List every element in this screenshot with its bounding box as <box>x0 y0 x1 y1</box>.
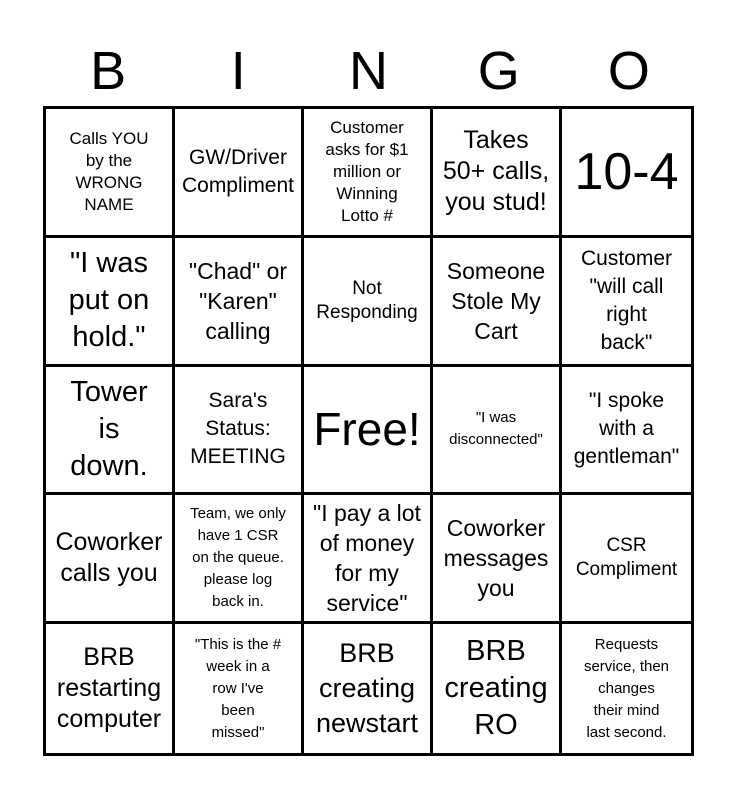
bingo-header <box>43 40 694 102</box>
bingo-cell[interactable] <box>46 109 175 238</box>
cell-text: BRB creating newstart <box>315 638 419 739</box>
cell-text: 10-4 <box>574 142 679 201</box>
bingo-cell[interactable] <box>175 109 304 238</box>
bingo-cell[interactable] <box>175 495 304 624</box>
cell-text: Sara's Status: MEETING <box>190 389 286 469</box>
bingo-board <box>43 106 694 756</box>
cell-text: Not Responding <box>316 277 418 323</box>
cell-text: Customer "will call right back" <box>580 246 673 354</box>
bingo-cell[interactable] <box>46 624 175 753</box>
bingo-cell[interactable] <box>562 367 691 496</box>
bingo-cell[interactable] <box>46 367 175 496</box>
bingo-cell[interactable] <box>304 624 433 753</box>
cell-text: "Chad" or "Karen" calling <box>188 257 288 344</box>
cell-text: "I spoke with a gentleman" <box>573 389 680 469</box>
bingo-cell[interactable] <box>175 238 304 367</box>
cell-text: "I was disconnected" <box>449 409 543 449</box>
cell-text: Coworker messages you <box>443 515 549 602</box>
cell-text: BRB restarting computer <box>56 643 162 734</box>
bingo-cell[interactable] <box>562 238 691 367</box>
bingo-cell[interactable] <box>433 238 562 367</box>
cell-text: Team, we only have 1 CSR on the queue. please log back in. <box>190 505 286 611</box>
bingo-cell[interactable] <box>433 109 562 238</box>
bingo-cell[interactable] <box>433 624 562 753</box>
header-letter-g: G <box>477 41 520 101</box>
bingo-cell[interactable] <box>304 109 433 238</box>
free-space-cell[interactable] <box>304 367 433 496</box>
cell-text: BRB creating RO <box>444 635 548 742</box>
cell-text: Takes 50+ calls, you stud! <box>442 126 550 217</box>
bingo-cell[interactable] <box>304 495 433 624</box>
bingo-cell[interactable] <box>46 495 175 624</box>
bingo-cell[interactable] <box>433 495 562 624</box>
header-letter-b: B <box>90 41 127 101</box>
bingo-cell[interactable] <box>304 238 433 367</box>
cell-text: Someone Stole My Cart <box>446 257 546 344</box>
bingo-cell[interactable] <box>562 624 691 753</box>
header-letter-i: I <box>230 41 246 101</box>
cell-text: "This is the # week in a row I've been missed" <box>194 635 282 741</box>
cell-text: Coworker calls you <box>55 528 163 588</box>
bingo-cell[interactable] <box>175 367 304 496</box>
header-letter-n: N <box>348 41 388 101</box>
bingo-cell[interactable] <box>562 109 691 238</box>
cell-text: Requests service, then changes their mind last second. <box>583 635 670 741</box>
cell-text: CSR Compliment <box>575 535 678 581</box>
bingo-cell[interactable] <box>175 624 304 753</box>
cell-text: "I pay a lot of money for my service" <box>313 500 421 617</box>
free-space-label: Free! <box>313 403 421 456</box>
header-letter-o: O <box>607 41 650 101</box>
cell-text: Tower is down. <box>70 375 148 482</box>
cell-text: "I was put on hold." <box>68 247 150 354</box>
bingo-cell[interactable] <box>562 495 691 624</box>
bingo-cell[interactable] <box>433 367 562 496</box>
bingo-cell[interactable] <box>46 238 175 367</box>
cell-text: Customer asks for $1 million or Winning Lotto # <box>325 117 409 225</box>
cell-text: GW/Driver Compliment <box>181 145 295 197</box>
cell-text: Calls YOU by the WRONG NAME <box>69 128 149 214</box>
